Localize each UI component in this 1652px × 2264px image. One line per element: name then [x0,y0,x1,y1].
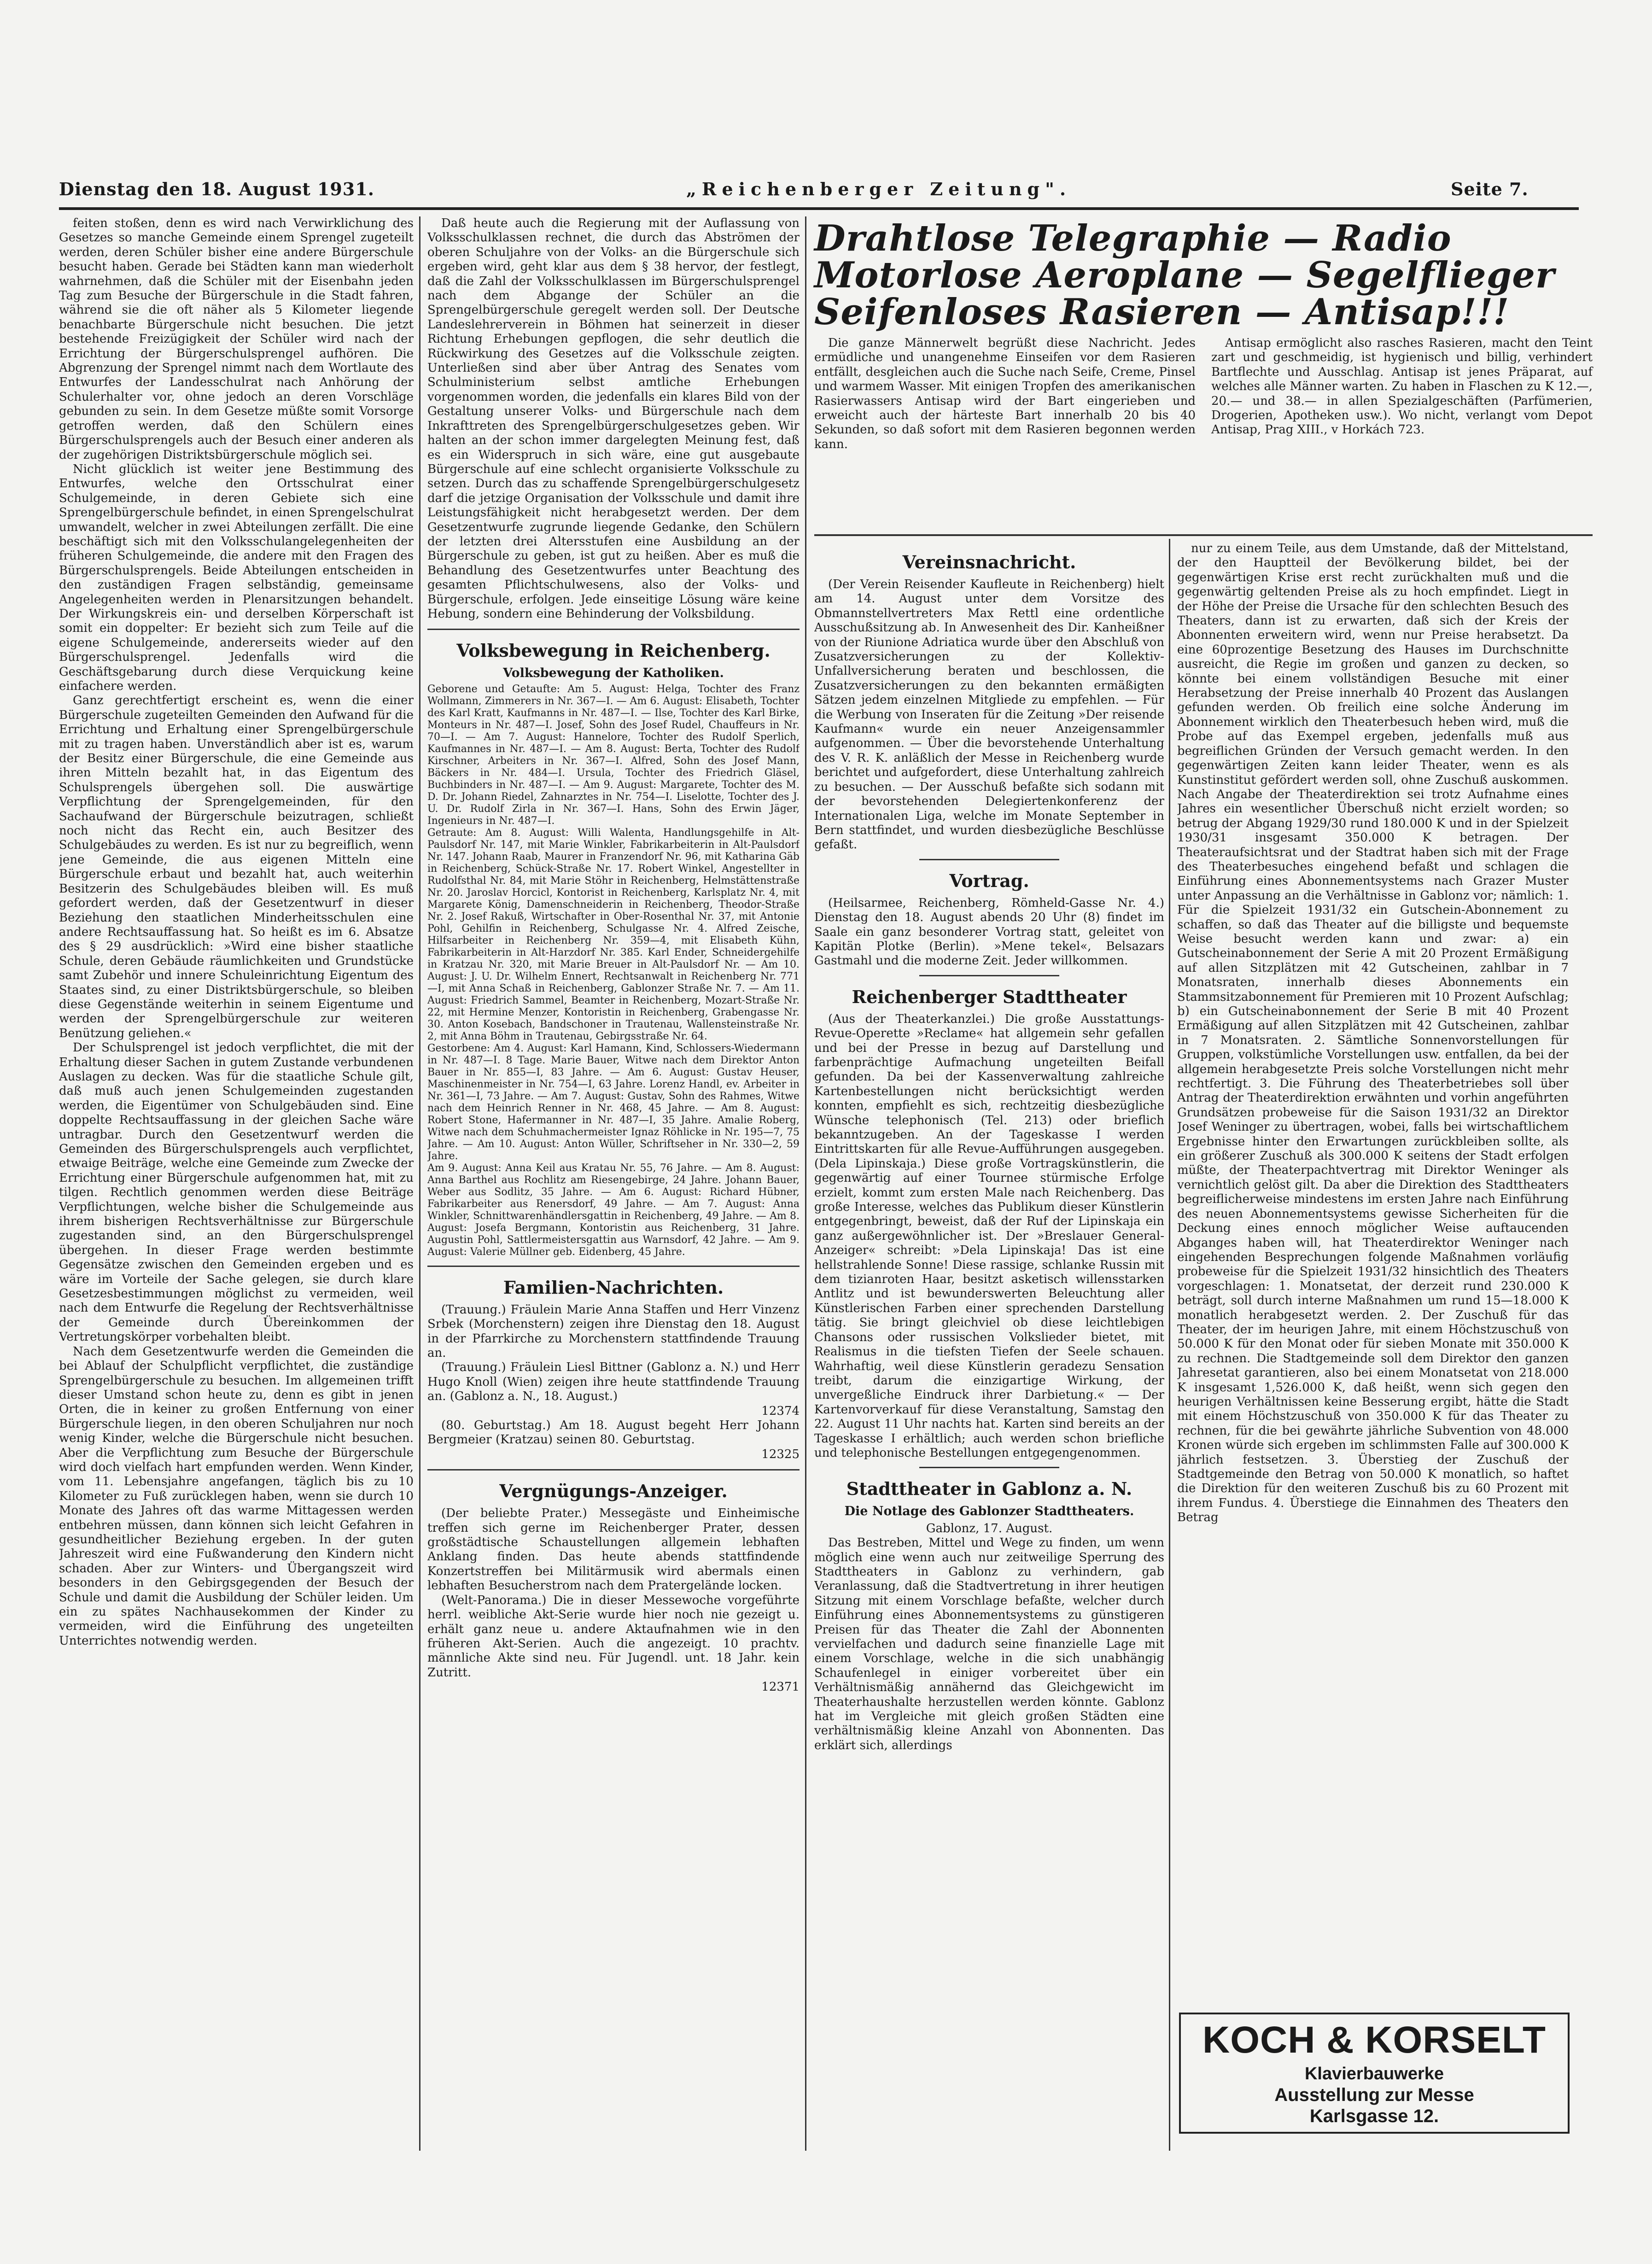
section-rule [919,1467,1059,1468]
section-title-vortrag: Vortrag. [949,870,1029,891]
section-subtitle: Die Notlage des Gablonzer Stadttheaters. [844,1504,1134,1519]
notice-paragraph: (80. Geburtstag.) Am 18. August begeht Herr Johann Bergmeier (Kratzau) seinen 80. Geburtstag. [427,1418,800,1447]
header-page-number: Seite 7. [1451,179,1529,199]
article-paragraph: (Aus der Theaterkanzlei.) Die große Ausstattungs-Revue-Operette »Reclame« hat allgemein sehr gefallen und bei der Presse in bezug auf Darstellung und farbenprächtige Aufmachung ungeteilten Beifall gefunden. Da bei der Kassenverwaltung zahlreiche Kartenbestellungen nicht berücksichtigt werden konnten, empfiehlt es sich, rechtzeitig diesbezügliche Wünsche telephonisch (Tel. 213) oder brieflich bekanntzugeben. An der Tageskasse I werden Eintrittskarten für alle Revue-Aufführungen ausgegeben. (Dela Lipinskaja.) Diese große Vortragskünstlerin, die gegenwärtig auf einer Tournee stürmische Erfolge erzielt, kommt zum ersten Male nach Reichenberg. Das große Interesse, welches das Publikum dieser Künstlerin entgegenbringt, beweist, daß der Ruf der Lipinskaja ein ganz außergewöhnlicher ist. Der »Breslauer General-Anzeiger« schreibt: »Dela Lipinskaja! Das ist eine hellstrahlende Sonne! Diese rassige, schlanke Russin mit dem tizianroten Haar, besitzt asketisch willensstarken Antlitz und ist bewunderswerten Beleuchtung aller Künstlerischen Farben einer sprechenden Darstellung tätig. Sie bringt gleichviel ob diese leichtlebigen Chansons oder russischen Volkslieder bietet, mit Realismus in die tiefsten Tiefen der Seele schauen. Wahrhaftig, weil diese Künstlerin geradezu Sensation treibt, darum die einzigartige Wirkung, der unvergeßliche Eindruck ihrer Darbietung.« — Der Kartenvorverkauf für diese Veranstaltung, Samstag den 22. August 11 Uhr nachts hat. Karten sind bereits an der Tageskasse I erhältlich; auch werden schon briefliche und telephonische Bestellungen entgegengenommen. [814,1012,1164,1460]
antisap-advertisement [814,336,1593,452]
ad-address: Karlsgasse 12. [1309,2106,1439,2126]
section-title-vergnuegungs: Vergnügungs-Anzeiger. [499,1481,728,1502]
ad-headline-line-1: Drahtlose Telegraphie — Radio [814,217,1452,259]
column-3 [814,542,1164,2153]
section-rule [427,1469,800,1470]
header-date: Dienstag den 18. August 1931. [59,179,374,199]
header-rule [59,207,1579,210]
header-newspaper-title: „Reichenberger Zeitung". [686,179,1072,199]
ad-subtitle: Klavierbauwerke [1304,2064,1444,2083]
section-subtitle: Volksbewegung der Katholiken. [503,666,724,681]
section-title-volksbewegung: Volksbewegung in Reichenberg. [456,640,771,661]
column-2 [427,216,800,2141]
article-paragraph: (Heilsarmee, Reichenberg, Römheld-Gasse Nr. 4.) Dienstag den 18. August abends 20 Uhr (8) findet im Saale ein ganz besonderer Vortrag statt, geleitet von Kapitän Plotke (Berlin). »Mene tekel«, Belsazars Gastmahl und die moderne Zeit. Jeder willkommen. [814,896,1164,968]
section-title-gablonz: Stadttheater in Gablonz a. N. [846,1478,1132,1500]
notice-paragraph: (Trauung.) Fräulein Marie Anna Staffen und Herr Vinzenz Srbek (Morchenstern) zeigen ihre Dienstag den 18. August in der Pfarrkirche zu Morchenstern stattfindende Trauung an. [427,1302,800,1360]
article-paragraph: nur zu einem Teile, aus dem Umstande, daß der Mittelstand, der den Hauptteil der Bevölkerung bildet, bei der gegenwärtigen Krise erst recht zurückhalten muß und die gegenwärtig geltenden Preise als zu hoch empfindet. Liegt in der Höhe der Preise die Ursache für den schlechten Besuch des Theaters, dann ist zu erwarten, daß sich der Kreis der Abonnenten erweitern wird, wenn nur Preise herabsetzt. Da eine 60prozentige Besetzung des Hauses im Durchschnitte ausreicht, die Regie im großen und ganzen zu decken, so könnte bei einem vollständigen Besuche mit einer Herabsetzung der Preise innerhalb 40 Prozent das Auslangen gefunden werden. Ob freilich eine solche Änderung im Abonnement wirklich den Theaterbesuch heben wird, muß die Probe auf das Exempel ergeben, jedenfalls muß aus begreiflichen Gründen der Versuch gemacht werden. In den gegenwärtigen Zeiten kann leider Theater, wenn es als Kunstinstitut gefördert werden soll, ohne Zuschuß auskommen. Nach Angabe der Theaterdirektion sei trotz Aufnahme eines Jahres ein wesentlicher Überschuß nicht erzielt worden; so betrug der Abgang 1929/30 rund 180.000 K und in der Spielzeit 1930/31 insgesamt 350.000 K betragen. Der Theateraufsichtsrat und der Stadtrat haben sich mit der Frage des Theaterbesuches eingehend befaßt und schlagen die Einführung eines Abonnementsystems nach Grazer Muster unter Anpassung an die Verhältnisse in Gablonz vor; nämlich: 1. Für die Spielzeit 1931/32 ein Gutschein-Abonnement zu schaffen, so daß das Theater auf die billigste und bequemste Weise besucht werden kann und zwar: a) ein Gutscheinabonnement der Serie A mit 20 Prozent Ermäßigung auf allen Sitzplätzen mit 42 Gutscheinen, zahlbar in 7 Monatsraten, innerhalb dieses Abonnements ein Stammsitzabonnement für Premieren mit 10 Prozent Aufschlag; b) ein Gutscheinabonnement der Serie B mit 40 Prozent Ermäßigung auf allen Sitzplätzen mit 42 Gutscheinen, zahlbar in 7 Monatsraten. 2. Sämtliche Sonnenvorstellungen für Gruppen, volkstümliche Vorstellungen usw. entfallen, da bei der allgemein herabgesetzte Preis solche Vorstellungen nicht mehr rechtfertigt. 3. Die Führung des Theaterbetriebes soll über Antrag der Theaterdirektion erwähnten und vorhin angeführten Grundsätzen probeweise für die Saison 1931/32 an Direktor Josef Weninger zu übertragen, wobei, falls bei wirtschaftlichem Ergebnisse hinter den Erwartungen zurückbleiben sollte, als ein größerer Zuschuß als 300.000 K seitens der Stadt erfolgen müßte, der Theaterpachtvertrag mit Direktor Weninger als vernichtlich gelöst gilt. Da aber die Direktion des Stadttheaters begreiflicherweise mindestens im ersten Jahre nach Einführung des neuen Abonnementsystems gewisse Sicherheiten für die Deckung eines ennoch möglicher Weise auftaucenden Abganges haben will, hat Theaterdirektor Weninger nach eingehenden Besprechungen folgende Maßnahmen vorläufig probeweise für die Spielzeit 1931/32 hinsichtlich des Theaters vorgeschlagen: 1. Monatsetat, der derzeit rund 230.000 K beträgt, soll durch interne Maßnahmen um rund 15—18.000 K monatlich herabgesetzt werden. 2. Der Zuschuß für das Theater, der im heurigen Jahre, mit einem Höchstzuschuß von 50.000 K für den Monat oder für sieben Monate mit 350.000 K zu rechnen. Die Stadtgemeinde soll dem Direktor den ganzen Jahresetat garantieren, also bei einem Monatsetat von 218.000 K insgesamt 1,526.000 K, daß heißt, wenn sich gegen den heurigen Verhältnissen keine Besserung ergibt, hätte die Stadt mit einem Höchstzuschuß von 350.000 K für das Theater zu rechnen, für die bei gewährte jährliche Subvention von 48.000 Kronen würde sich ergeben im schlimmsten Falle auf 300.000 K jährlich festsetzen. 3. Überstieg der Zuschuß der Stadtgemeinde den Betrag von 50.000 K monatlich, so haftet die Direktion für den weiteren Zuschuß bis zu 60 Prozent mit ihrem Fundus. 4. Überstiege die Einnahmen des Theaters den Betrag [1177,542,1569,1525]
ad-headline-line-2: Motorlose Aeroplane — Segelflieger [814,254,1555,296]
column-divider-2 [805,216,806,2151]
article-paragraph: Nach dem Gesetzentwurfe werden die Gemeinden die bei Ablauf der Schulpflicht verpflichtet, die zuständige Sprengelbürgerschule zu besuchen. Im allgemeinen trifft dieser Umstand schon heute zu, denn es gibt in jenen Orten, die in keiner zu großen Entfernung von einer Bürgerschule liegen, in den oberen Schuljahren nur noch wenig Kinder, welche die Bürgerschule nicht besuchen. Aber die Verpflichtung zum Besuche der Bürgerschule wird doch vielfach hart empfunden werden. Wenn Kinder, vom 11. Lebensjahre angefangen, täglich bis zu 10 Kilometer zu Fuß zurücklegen haben, wenn sie durch 10 Monate des Jahres oft das warme Mittagessen werden entbehren müssen, dann können sich leicht Gefahren in gesundheitlicher Beziehung ergeben. In der guten Jahreszeit wird eine Fußwanderung den Kindern nicht schaden. Aber zur Winters- und Übergangszeit wird besonders in den Gebirgsgegenden der Besuch der Schule und damit die Ausbildung der Schüler leiden. Um ein zu spätes Nachhausekommen der Kinder zu vermeiden, wird die Einführung des ungeteilten Unterrichtes notwendig werden. [59,1344,414,1648]
section-title-stadttheater: Reichenberger Stadttheater [852,986,1127,1007]
article-paragraph: Daß heute auch die Regierung mit der Auflassung von Volksschulklassen rechnet, die durch das Abströmen der oberen Schuljahre von der Volks- an die Bürgerschule sich ergeben wird, geht klar aus dem § 38 hervor, der festlegt, daß die Zahl der Volksschulklassen im Bürgerschulsprengel nach dem Abgange der Schüler an die Sprengelbürgerschule geregelt werden soll. Der Deutsche Landeslehrerverein in Böhmen hat seinerzeit in dieser Richtung Erhebungen gepflogen, die sehr deutlich die Rückwirkung des Gesetzes auf die Volksschule zeigten. Unterließen sind aber über Antrag des Senates vom Schulministerium selbst amtliche Erhebungen vorgenommen worden, die jedenfalls ein klares Bild von der Gestaltung unserer Volks- und Bürgerschule nach dem Inkrafttreten des Sprengelbürgerschulgesetzes geben. Wir halten an der schon immer dargelegten Meinung fest, daß es ein Widerspruch in sich wäre, eine gut ausgebaute Bürgerschule auf eine schlecht organisierte Volksschule zu setzen. Durch das zu schaffende Sprengelbürgerschulgesetz darf die jetzige Organisation der Volksschule und damit ihre Leistungsfähigkeit nicht herabgesetzt werden. Der dem Gesetzentwurfe zugrunde liegende Gedanke, den Schülern der letzten drei Altersstufen eine Ausbildung an der Bürgerschule zu geben, ist gut zu heißen. Aber es muß die Behandlung des Gesetzentwurfes unter Beachtung des gesamten Pflichtschulwesens, also der Volks- und Bürgerschule, erfolgen. Jede einseitige Lösung wäre keine Hebung, sondern eine Behinderung der Volksbildung. [427,216,800,621]
article-paragraph: feiten stoßen, denn es wird nach Verwirklichung des Gesetzes so manche Gemeinde einem Sprengel zugeteilt werden, deren Schüler bisher eine andere Bürgerschule besucht haben. Gerade bei Städten kann man wiederholt wahrnehmen, daß die Schüler mit der Eisenbahn jeden Tag zum Besuche der Bürgerschule in die Stadt fahren, während sie die oft näher als 5 Kilometer liegende benachbarte Bürgerschule nicht besuchen. Die jetzt bestehende Freizügigkeit der Schüler wird nach der Errichtung der Bürgerschulsprengel aufhören. Die Abgrenzung der Sprengel nimmt nach dem Wortlaute des Entwurfes der Landesschulrat nach Anhörung der Schulerhalter vor, ohne jedoch an deren Vorschläge gebunden zu sein. In dem Gesetze müßte somit Vorsorge getroffen werden, daß den Schülern eines Bürgerschulsprengels auch der Besuch einer anderen als der zugehörigen Distriktsbürgerschule möglich sei. [59,216,414,462]
koch-korselt-advertisement [1179,2013,1570,2134]
notice-number: 12325 [761,1447,800,1461]
section-rule [427,629,800,630]
notice-number: 12374 [761,1404,800,1418]
ad-headline-line-3: Seifenloses Rasieren — Antisap!!! [814,291,1510,333]
ad-rule [814,534,1593,536]
column-divider-1 [419,216,420,2151]
article-paragraph: Nicht glücklich ist weiter jene Bestimmung des Entwurfes, welche den Ortsschulrat einer Schulgemeinde, in deren Gebiete sich eine Sprengelbürgerschule befindet, in einen Sprengelschulrat umwandelt, welcher in zwei Abteilungen zerfällt. Die eine beschäftigt sich mit den Volksschulangelegenheiten der früheren Schulgemeinde, die andere mit den Fragen des Bürgerschulsprengels. Beide Abteilungen entscheiden in den zuständigen Fragen selbständig, gemeinsame Angelegenheiten werden in Plenarsitzungen behandelt. Der Wirkungskreis ein- und derselben Körperschaft ist somit ein doppelter: Er bezieht sich zum Teile auf die eigene Schulgemeinde, andererseits wieder auf den Bürgerschulsprengel. Jedenfalls wird die Geschäftsgebarung durch diese Verquickung keine einfachere werden. [59,462,414,693]
notice-paragraph: (Trauung.) Fräulein Liesl Bittner (Gablonz a. N.) und Herr Hugo Knoll (Wien) zeigen ihre heute stattfindende Trauung an. (Gablonz a. N., 18. August.) [427,1360,800,1404]
article-paragraph: Der Schulsprengel ist jedoch verpflichtet, die mit der Erhaltung dieser Sachen in gutem Zustande verbundenen Auslagen zu decken. Was für die staatliche Schule gilt, daß muß auch jenen Schulgemeinden zugestanden werden, die Eigentümer von Schulgebäuden sind. Eine doppelte Rechtsauffassung in der gleichen Sache wäre untragbar. Durch den Gesetzentwurf werden die Gemeinden des Bürgerschulsprengels auch verpflichtet, etwaige Beiträge, welche eine Gemeinde zum Zwecke der Errichtung einer Bürgerschule aufgenommen hat, mit zu tilgen. Rechtlich genommen werden diese Beiträge Verpflichtungen, welche bisher die Schulgemeinde aus ihrem bisherigen Rechtsverhältnisse zur Bürgerschule zugestanden sind, an den Bürgerschulsprengel übergehen. In dieser Frage werden bestimmte Gegensätze zwischen den Gemeinden ergeben und es wäre im Vorteile der Sache gelegen, sie durch klare Gesetzesbestimmungen möglichst zu vermeiden, weil nach dem Entwurfe die Regelung der Rechtsverhältnisse der Gemeinde durch Übereinkommen der Vertretungskörper vorbehalten bleibt. [59,1041,414,1344]
ad-text-right: Antisap ermöglicht also rasches Rasieren, macht den Teint zart und geschmeidig, ist hygienisch und billig, verhindert Bartflechte und Ausschlag. Antisap ist jenes Präparat, auf welches alle Männer warten. Zu haben in Flaschen zu K 12.—, 20.— und 38.— in allen Spezialgeschäften (Parfümerien, Drogerien, Apotheken usw.). Wo nicht, verlangt vom Depot Antisap, Prag XIII., v Horkách 723. [1211,336,1593,437]
section-rule [427,1266,800,1267]
section-title-familien: Familien-Nachrichten. [503,1277,724,1298]
vital-records-text: Geborene und Getaufte: Am 5. August: Helga, Tochter des Franz Wollmann, Zimmerers in Nr. 367—I. — Am 6. August: Elisabeth, Tochter des Karl Kratt, Kaufmanns in Nr. 487—I. — Ilse, Tochter des Karl Birke, Monteurs in Nr. 487—I. Josef, Sohn des Josef Rudel, Chauffeurs in Nr. 70—I. — Am 7. August: Hannelore, Tochter des Rudolf Sperlich, Kaufmannes in Nr. 487—I. — Am 8. August: Berta, Tochter des Rudolf Kirschner, Arbeiters in Nr. 367—I. Alfred, Sohn des Josef Mann, Bäckers in Nr. 484—I. Ursula, Tochter des Friedrich Gläsel, Buchbinders in Nr. 487—I. — Am 9. August: Margarete, Tochter des M. D. Dr. Johann Riedel, Zahnarztes in Nr. 754—I. Liselotte, Tochter des J. U. Dr. Rudolf Zirla in Nr. 367—I. Hans, Sohn des Erwin Jäger, Ingenieurs in Nr. 487—I. Getraute: Am 8. August: Willi Walenta, Handlungsgehilfe in Alt-Paulsdorf Nr. 147, mit Marie Winkler, Fabrikarbeiterin in Alt-Paulsdorf Nr. 147. Johann Raab, Maurer in Franzendorf Nr. 96, mit Katharina Gäb in Reichenberg, Schück-Straße Nr. 17. Robert Winkel, Angestellter in Rudolfsthal Nr. 84, mit Marie Stöhr in Reichenberg, Helmstättenstraße Nr. 20. Jaroslav Horcicl, Kontorist in Reichenberg, Karlsplatz Nr. 4, mit Margarete König, Damenschneiderin in Reichenberg, Theodor-Straße Nr. 2. Josef Rakuß, Wirtschafter in Ober-Rosenthal Nr. 37, mit Antonie Pohl, Gehilfin in Reichenberg, Schulgasse Nr. 4. Alfred Zeische, Hilfsarbeiter in Reichenberg Nr. 359—4, mit Elisabeth Kühn, Fabrikarbeiterin in Alt-Harzdorf Nr. 385. Karl Ender, Schneidergehilfe in Kratzau Nr. 320, mit Marie Breuer in Alt-Paulsdorf Nr. — Am 10. August: J. U. Dr. Wilhelm Ennert, Rechtsanwalt in Reichenberg Nr. 771—I, mit Anna Schaß in Reichenberg, Gablonzer Straße Nr. 7. — Am 11. August: Friedrich Sammel, Beamter in Reichenberg, Mozart-Straße Nr. 22, mit Hermine Menzer, Kontoristin in Reichenberg, Grabengasse Nr. 30. Anton Kosebach, Bandschoner in Trautenau, Wallensteinstraße Nr. 2, mit Anna Böhm in Trautenau, Gebirgsstraße Nr. 64. Gestorbene: Am 4. August: Karl Hamann, Kind, Schlossers-Wiedermann in Nr. 487—I. 8 Tage. Marie Bauer, Witwe nach dem Direktor Anton Bauer in Nr. 855—I, 83 Jahre. — Am 6. August: Gustav Heuser, Maschinenmeister in Nr. 754—I, 63 Jahre. Lorenz Handl, ev. Arbeiter in Nr. 361—I, 73 Jahre. — Am 7. August: Gustav, Sohn des Rahmes, Witwe nach dem Heinrich Renner in Nr. 468, 45 Jahre. — Am 8. August: Robert Stone, Hafermanner in Nr. 487—I, 35 Jahre. Amalie Roberg, Witwe nach dem Schuhmachermeister Ignaz Röhlicke in Nr. 195—7, 75 Jahre. — Am 10. August: Anton Wüller, Schriftseher in Nr. 330—2, 59 Jahre. Am 9. August: Anna Keil aus Kratau Nr. 55, 76 Jahre. — Am 8. August: Anna Barthel aus Rochlitz am Riesengebirge, 24 Jahre. Johann Bauer, Weber aus Sodlitz, 35 Jahre. — Am 6. August: Richard Hübner, Fabrikarbeiter aus Renersdorf, 49 Jahre. — Am 7. August: Anna Winkler, Schnittwarenhändlersgattin in Reichenberg, 49 Jahre. — Am 8. August: Josefa Bergmann, Kontoristin aus Reichenberg, 31 Jahre. Augustin Pohl, Sattlermeistersgattin aus Warnsdorf, 42 Jahre. — Am 9. August: Valerie Müllner geb. Eidenberg, 45 Jahre. [427,683,800,1258]
section-title-vereinsnachricht: Vereinsnachricht. [902,552,1076,572]
dateline: Gablonz, 17. August. [926,1521,1053,1535]
notice-paragraph: (Welt-Panorama.) Die in dieser Messewoche vorgeführte herrl. weibliche Akt-Serie wurde hier noch nie gezeigt u. erhält ganz neue u. andere Aktaufnahmen wie in den früheren Akt-Serien. Auch die angezeigt. 10 prachtv. männliche Akte sind neu. Für Jugendl. unt. 18 Jahr. kein Zutritt. [427,1593,800,1680]
ad-exhibition: Ausstellung zur Messe [1274,2085,1474,2105]
section-rule [919,859,1059,860]
notice-paragraph: (Der beliebte Prater.) Messegäste und Einheimische treffen sich gerne im Reichenberger Prater, dessen großstädtische Schaustellungen allgemein lebhaften Anklang finden. Das heute abends stattfindende Konzertstreffen bei Militärmusik wird abermals einen lebhaften Besucherstrom nach dem Pratergelände locken. [427,1506,800,1593]
notice-number: 12371 [761,1680,800,1694]
article-paragraph: Das Bestreben, Mittel und Wege zu finden, um wenn möglich eine wenn auch nur zeitweilige Sperrung des Stadttheaters in Gablonz zu verhindern, gab Veranlassung, daß die Stadtvertretung in ihrer heutigen Sitzung mit einem Vorschlage befaßte, welcher durch Einführung eines Abonnementsystems zu günstigeren Preisen für das Theater die Zahl der Abonnenten vervielfachen und dadurch seine finanzielle Lage mit einem Vorschlage, welche in die sich unabhängig Schaufenlegel in einiger vorbereitet über ein Verhältnismäßig annähernd das Gleichgewicht im Theaterhaushalte herzustellen werden könnte. Gablonz hat im Vergleiche mit gleich großen Städten eine verhältnismäßig kleine Anzahl von Abonnenten. Das erklärt sich, allerdings [814,1536,1164,1752]
column-1 [59,216,414,2141]
ad-text-left: Die ganze Männerwelt begrüßt diese Nachricht. Jedes ermüdliche und unangenehme Einseifen vor dem Rasieren entfällt, desgleichen auch die Suche nach Seife, Creme, Pinsel und warmem Wasser. Mit einigen Tropfen des amerikanischen Rasierwassers Antisap wird der Bart eingerieben und erweicht auch der härteste Bart innerhalb 20 bis 40 Sekunden, so daß sofort mit dem Rasieren begonnen werden kann. [814,336,1196,451]
column-4 [1177,542,1569,2006]
column-divider-3 [1169,539,1170,2151]
article-paragraph: Ganz gerechtfertigt erscheint es, wenn die einer Bürgerschule zugeteilten Gemeinden den Aufwand für die Errichtung und Erhaltung einer Sprengelbürgerschule mit zu tragen haben. Unverständlich aber ist es, warum der Besitz einer Bürgerschule, die eine Gemeinde aus ihren Mitteln bezahlt hat, in das Eigentum des Schulsprengels übergehen soll. Die auswärtige Verpflichtung der Sprengelgemeinden, für den Sachaufwand der Bürgerschule beizutragen, schließt noch nicht das Recht ein, auch Besitzer des Schulgebäudes zu werden. Es ist nur zu begreiflich, wenn jene Gemeinde, die aus eigenen Mitteln eine Bürgerschule erbaut und bezahlt hat, auch weiterhin Besitzerin des Schulgebäudes bleiben will. Es muß gefordert werden, daß der Gesetzentwurf in dieser Beziehung den staatlichen Minderheitsschulen eine andere Rechtsauffassung hat. So heißt es im 6. Absatze des § 29 ausdrücklich: »Wird eine bisher staatliche Schule, deren Gebäude räumlichkeiten und Grundstücke samt Zubehör und innere Schuleinrichtung Eigentum des Staates sind, zu einer Distriktsbürgerschule, so bleiben diese Gegenstände weiterhin in seinem Eigentume und werden der Sprengelbürgerschule zur weiteren Benützung geliehen.« [59,694,414,1040]
section-rule [919,975,1059,976]
ad-company-name: KOCH & KORSELT [1203,2019,1546,2061]
article-paragraph: (Der Verein Reisender Kaufleute in Reichenberg) hielt am 14. August unter dem Vorsitze des Obmannstellvertreters Max Rettl eine ordentliche Ausschußsitzung ab. In Anwesenheit des Dir. Kanheißner von der Riunione Adriatica wurde über den Abschluß von Zusatzversicherungen zu der Kollektiv-Unfallversicherung beraten und beschlossen, die Zusatzversicherungen zu den bekannten ermäßigten Sätzen jedem einzelnen Mitgliede zu empfehlen. — Für die Werbung von Inseraten für die Zeitung »Der reisende Kaufmann« wurde ein neuer Anzeigensammler aufgenommen. — Über die bevorstehende Unterhaltung des V. R. K. anläßlich der Messe in Reichenberg wurde berichtet und aufgefordert, diese Unterhaltung zahlreich zu besuchen. — Der Ausschuß befaßte sich sodann mit der bevorstehenden Delegiertenkonferenz der Internationalen Liga, welche im Monate September in Bern stattfindet, und wurden diesbezügliche Beschlüsse gefaßt. [814,578,1164,852]
